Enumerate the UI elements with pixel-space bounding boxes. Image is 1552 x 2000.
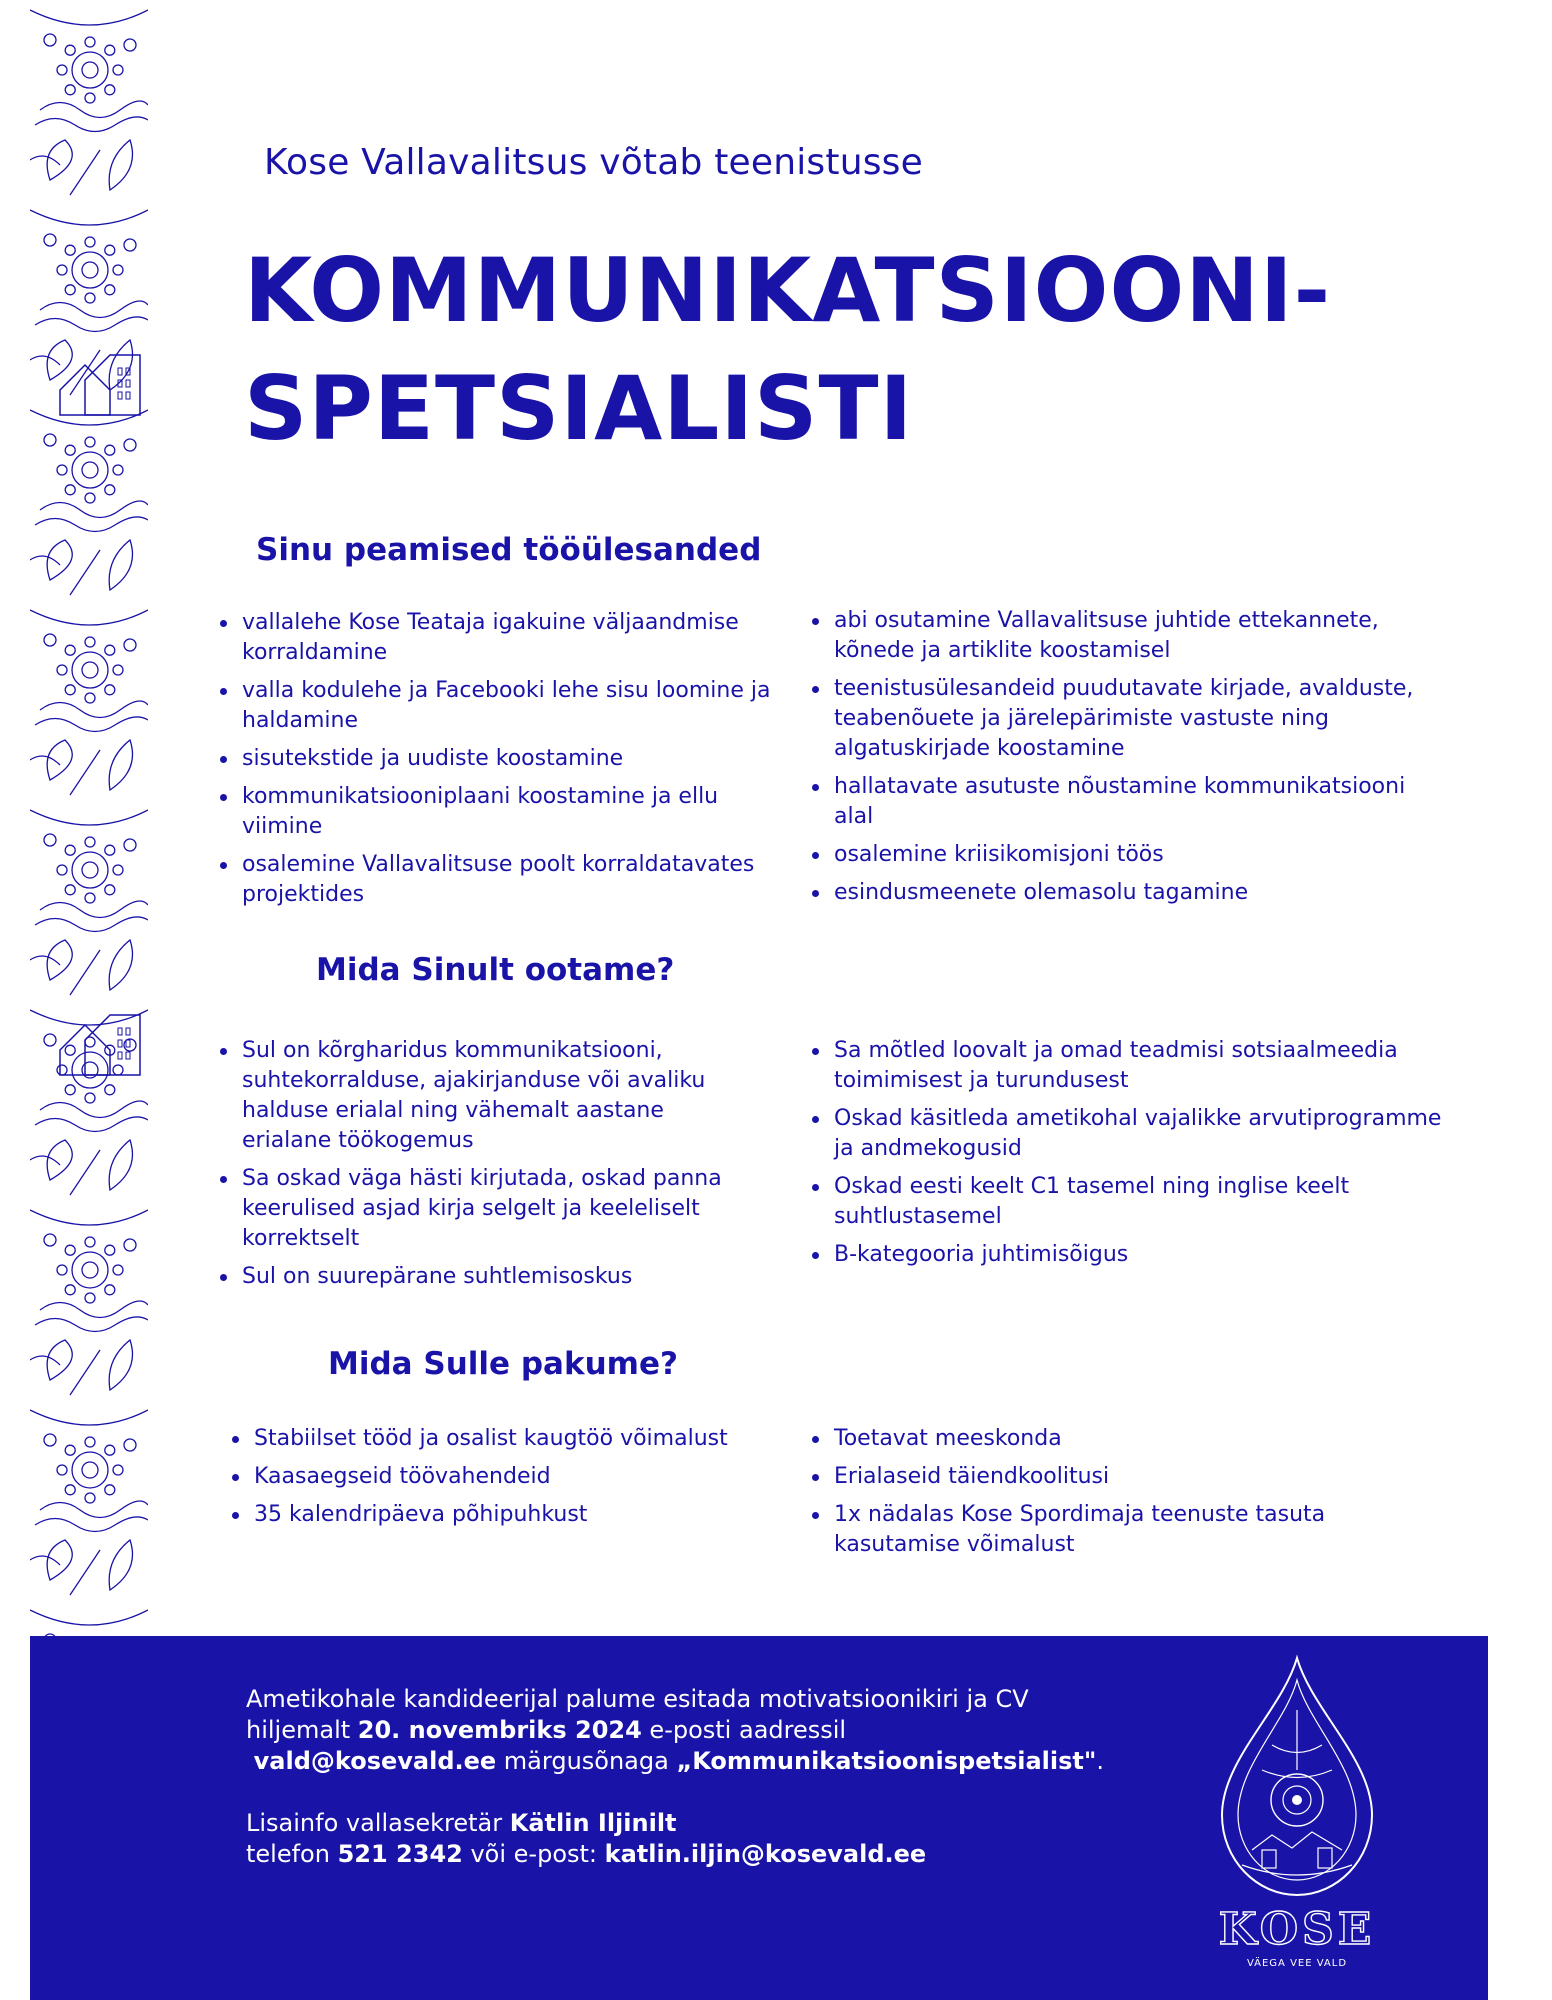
deadline-date: 20. novembriks 2024 [357, 1716, 642, 1744]
application-line-3 [246, 1746, 1186, 1777]
text-fragment: telefon [246, 1840, 338, 1868]
application-keyword: „Kommunikatsioonispetsialist" [676, 1747, 1097, 1775]
list-item: abi osutamine Vallavalitsuse juhtide ettekannete, kõnede ja artiklite koostamisel [810, 606, 1450, 666]
water-drop-emblem-icon [1202, 1650, 1392, 1900]
application-email-link[interactable]: vald@kosevald.ee [253, 1747, 497, 1775]
offer-list-left [230, 1424, 790, 1538]
page-subtitle: Kose Vallavalitsus võtab teenistusse [264, 142, 923, 183]
list-item: 1x nädalas Kose Spordimaja teenuste tasuta kasutamise võimalust [810, 1500, 1450, 1560]
application-line-1: Ametikohale kandideerijal palume esitada motivatsioonikiri ja CV [246, 1685, 1029, 1713]
list-item: 35 kalendripäeva põhipuhkust [230, 1500, 790, 1530]
tasks-heading: Sinu peamised tööülesanded [256, 532, 762, 568]
list-item: osalemine Vallavalitsuse poolt korraldatavates projektides [218, 850, 778, 910]
list-item: B-kategooria juhtimisõigus [810, 1240, 1450, 1270]
page-title [244, 232, 1444, 468]
list-item: Oskad eesti keelt C1 tasemel ning inglise keelt suhtlustasemel [810, 1172, 1450, 1232]
contact-line-2 [246, 1839, 1186, 1870]
list-item: Sa oskad väga hästi kirjutada, oskad panna keerulised asjad kirja selgelt ja keeleliselt korrektselt [218, 1164, 758, 1254]
title-line-2: SPETSIALISTI [244, 357, 914, 460]
list-item: Stabiilset tööd ja osalist kaugtöö võimalust [230, 1424, 790, 1454]
footer-banner [30, 1636, 1488, 2000]
contact-name: Kätlin Iljinilt [509, 1809, 677, 1837]
text-fragment: e-posti aadressil [641, 1716, 847, 1744]
offer-list-right [810, 1424, 1450, 1568]
title-line-1: KOMMUNIKATSIOONI- [244, 239, 1332, 342]
text-fragment: . [1096, 1747, 1105, 1775]
text-fragment: või e-post: [462, 1840, 605, 1868]
list-item: Oskad käsitleda ametikohal vajalikke arvutiprogramme ja andmekogusid [810, 1104, 1450, 1164]
list-item: Sul on kõrgharidus kommunikatsiooni, suhtekorralduse, ajakirjanduse või avaliku halduse erialal ning vähemalt aastane erialane töökogemus [218, 1036, 758, 1156]
list-item: osalemine kriisikomisjoni töös [810, 840, 1450, 870]
application-line-2 [246, 1715, 1186, 1746]
list-item: Kaasaegseid töövahendeid [230, 1462, 790, 1492]
application-info [246, 1684, 1186, 1870]
tasks-list-right [810, 606, 1450, 916]
contact-email-link[interactable]: katlin.iljin@kosevald.ee [604, 1840, 927, 1868]
list-item: Erialaseid täiendkoolitusi [810, 1462, 1450, 1492]
kose-logo [1202, 1650, 1392, 1990]
list-item: Toetavat meeskonda [810, 1424, 1450, 1454]
list-item: vallalehe Kose Teataja igakuine väljaandmise korraldamine [218, 608, 778, 668]
list-item: sisutekstide ja uudiste koostamine [218, 744, 778, 774]
text-fragment: Lisainfo vallasekretär [246, 1809, 510, 1837]
list-item: valla kodulehe ja Facebooki lehe sisu loomine ja haldamine [218, 676, 778, 736]
contact-line-1 [246, 1808, 1186, 1839]
logo-tagline: VÄEGA VEE VALD [1246, 1958, 1348, 1969]
expect-heading: Mida Sinult ootame? [316, 952, 675, 988]
offer-heading: Mida Sulle pakume? [328, 1346, 678, 1382]
contact-phone[interactable]: 521 2342 [337, 1840, 463, 1868]
list-item: Sul on suurepärane suhtlemisoskus [218, 1262, 758, 1292]
list-item: teenistusülesandeid puudutavate kirjade, avalduste, teabenõuete ja järelepärimiste vastuste ning algatuskirjade koostamine [810, 674, 1450, 764]
list-item: Sa mõtled loovalt ja omad teadmisi sotsiaalmeedia toimimisest ja turundusest [810, 1036, 1450, 1096]
text-fragment: märgusõnaga [496, 1747, 677, 1775]
list-item: kommunikatsiooniplaani koostamine ja ellu viimine [218, 782, 778, 842]
spacer [246, 1777, 1186, 1808]
expect-list-right [810, 1036, 1450, 1278]
list-item: esindusmeenete olemasolu tagamine [810, 878, 1450, 908]
expect-list-left [218, 1036, 758, 1300]
list-item: hallatavate asutuste nõustamine kommunikatsiooni alal [810, 772, 1450, 832]
logo-wordmark: KOSE [1218, 1904, 1376, 1955]
tasks-list-left [218, 608, 778, 918]
text-fragment: hiljemalt [246, 1716, 358, 1744]
